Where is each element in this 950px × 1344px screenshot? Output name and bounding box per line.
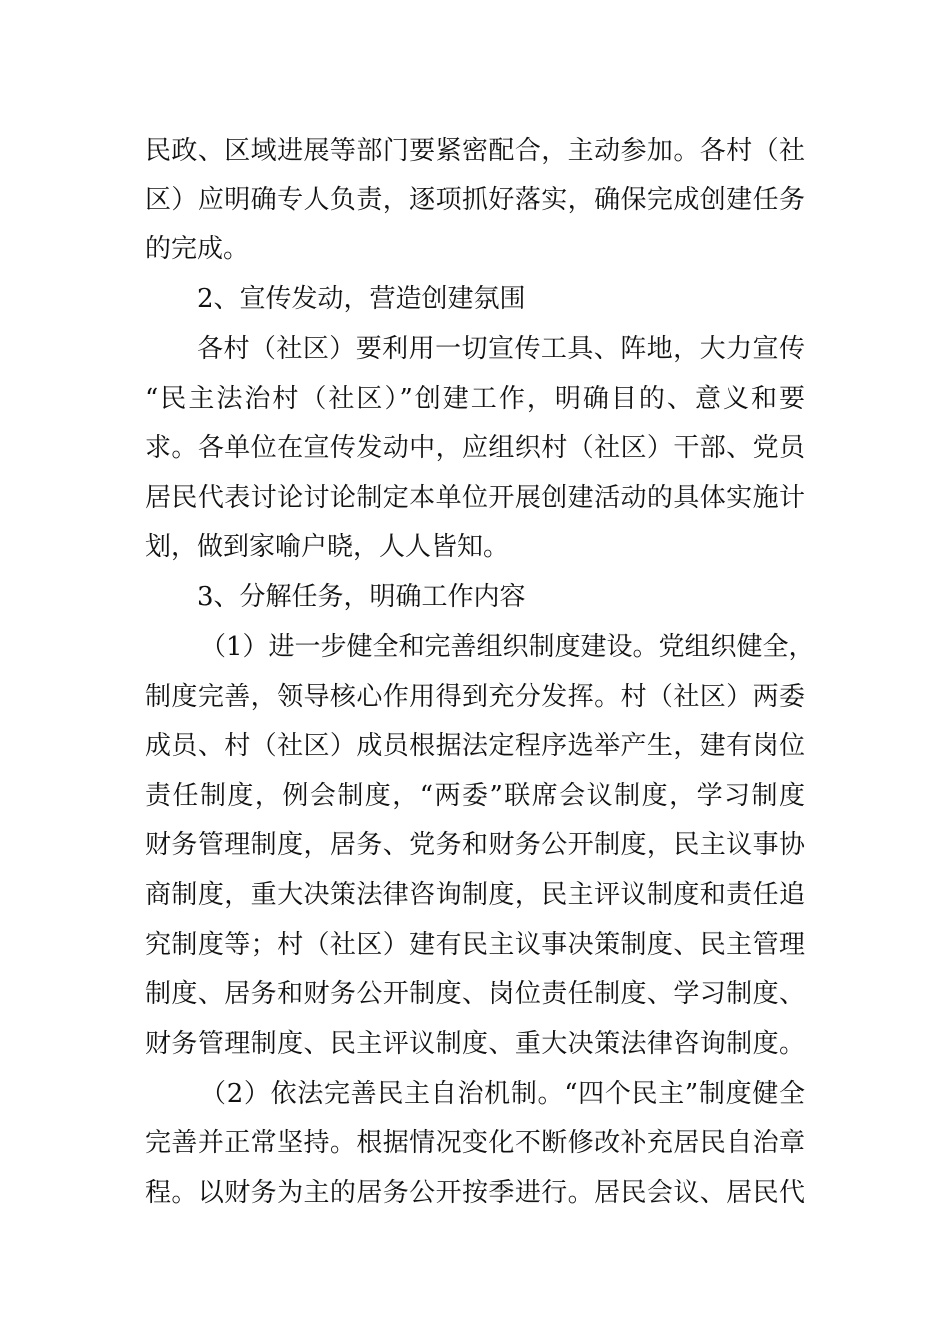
text-line: “民主法治村（社区）”创建工作，明确目的、意义和要 <box>145 384 805 414</box>
text-line: 程。以财务为主的居务公开按季进行。居民会议、居民代 <box>145 1178 805 1208</box>
text-line: 财务管理制度，居务、党务和财务公开制度，民主议事协 <box>145 830 805 860</box>
text-line: 究制度等；村（社区）建有民主议事决策制度、民主管理 <box>145 930 805 960</box>
text-line: 财务管理制度、民主评议制度、重大决策法律咨询制度。 <box>145 1029 805 1059</box>
text-line: （1）进一步健全和完善组织制度建设。党组织健全， <box>200 632 815 662</box>
text-line: 商制度，重大决策法律咨询制度，民主评议制度和责任追 <box>145 880 805 910</box>
text-line: 求。各单位在宣传发动中，应组织村（社区）干部、党员 <box>145 433 805 463</box>
section-heading: 2、宣传发动，营造创建氛围 <box>197 284 526 314</box>
text-line: 居民代表讨论讨论制定本单位开展创建活动的具体实施计 <box>145 483 805 513</box>
text-line: 责任制度，例会制度，“两委”联席会议制度，学习制度 <box>145 781 805 811</box>
text-line: 完善并正常坚持。根据情况变化不断修改补充居民自治章 <box>145 1128 805 1158</box>
text-line: 制度、居务和财务公开制度、岗位责任制度、学习制度、 <box>145 979 805 1009</box>
text-line: 民政、区域进展等部门要紧密配合，主动参加。各村（社 <box>145 136 805 166</box>
section-heading: 3、分解任务，明确工作内容 <box>197 582 526 612</box>
text-line: 的完成。 <box>145 234 250 264</box>
text-line: 划，做到家喻户晓，人人皆知。 <box>145 532 510 562</box>
text-line: 制度完善，领导核心作用得到充分发挥。村（社区）两委 <box>145 682 805 712</box>
text-line: （2）依法完善民主自治机制。“四个民主”制度健全 <box>200 1079 805 1109</box>
text-line: 各村（社区）要利用一切宣传工具、阵地，大力宣传 <box>197 334 805 364</box>
text-line: 成员、村（社区）成员根据法定程序选举产生，建有岗位 <box>145 731 805 761</box>
text-line: 区）应明确专人负责，逐项抓好落实，确保完成创建任务 <box>145 185 805 215</box>
